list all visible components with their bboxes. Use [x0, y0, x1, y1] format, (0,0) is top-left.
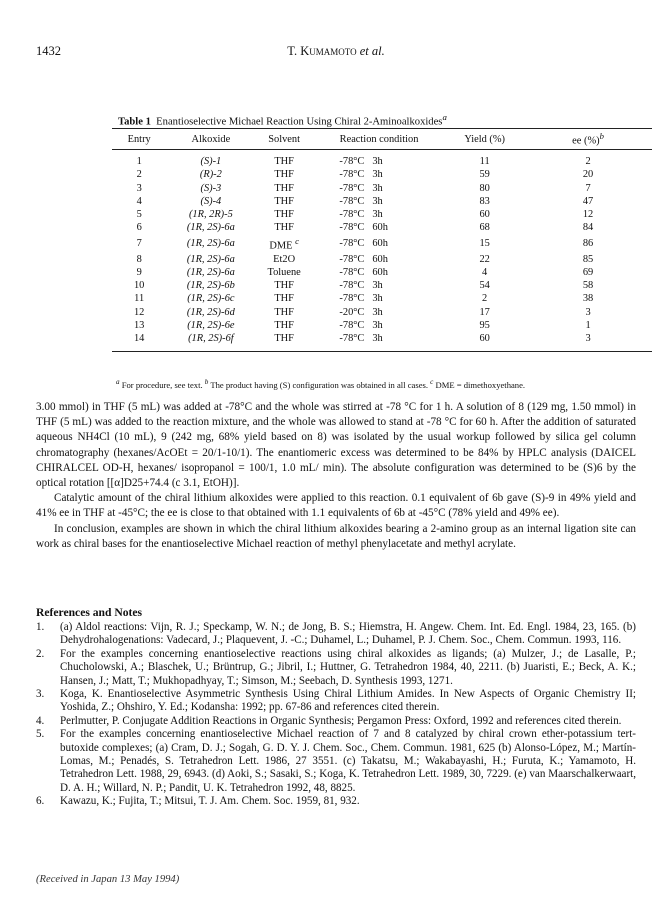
- cell-time: 3h: [372, 293, 383, 305]
- cell-time: 3h: [372, 182, 383, 194]
- running-title: T. Kumamoto et al.: [287, 44, 385, 58]
- cell-ee: 84: [582, 222, 594, 234]
- reference-item: 5. For the examples concerning enantioselective Michael reaction of 7 and 8 catalyzed by chiral crown ether-potassium tert-butoxide complexes; (a) Cram, D. J.; Sogah, G. D. Y. J. Chem. Soc., Chem. Commun. 1981, 625 (b) Alonso-López, M.; Martín-Lomas, M.; Penadés, S. Tetrahedron Lett. 1986, 27 3551. (c) Takatsu, M.; Wakabayashi, H.; Furuta, K.; Yamamoto, H. Tetrahedron Lett. 1988, 29, 6943. (d) Aoki, S.; Sasaki, S.; Koga, K. Tetrahedron Lett. 1989, 30, 7229. (e) van Maarschalkerwaart, D. A. H.; Willard, N. P.; Pandit, U. K. Tetrahedron 1992, 48, 8825.: [36, 728, 636, 794]
- cell-time: 3h: [372, 195, 383, 207]
- cell-alkoxide: (1R, 2S)-6b: [186, 280, 235, 292]
- cell-yield: 4: [482, 266, 488, 278]
- cell-solvent: DME $^c$: [269, 235, 299, 252]
- cell-alkoxide: (1R, 2S)-6d: [186, 306, 235, 318]
- cell-alkoxide: (1R, 2R)-5: [188, 209, 233, 221]
- cell-solvent: THF: [255, 332, 313, 351]
- cell-entry: 14: [112, 332, 166, 351]
- table-header-row: [112, 129, 652, 150]
- cell-ee: 47: [582, 195, 594, 207]
- results-table: [112, 128, 652, 352]
- table-caption: Table 1 Enantioselective Michael Reaction Using Chiral 2-Aminoalkoxides$^a$: [118, 112, 447, 128]
- col-header-entry: Entry: [112, 129, 166, 150]
- paragraph-procedure: 3.00 mmol) in THF (5 mL) was added at -78°C and the whole was stirred at -78 °C for 1 h. A solution of 8 (129 mg, 1.50 mmol) in THF (5 mL) was added to the reaction mixture, and the whole was allowed to stand at -78 °C for 60 h. After the addition of saturated aqueous NH4Cl (10 mL), 9 (242 mg, 68% yield based on 8) was isolated by the usual workup followed by silica gel column chromatography (hexanes/AcOEt = 20/1-10/1). The enantiomeric excess was determined to be 84% by HPLC analysis (DAICEL CHIRALCEL OD-H, hexanes/ isopropanol = 100/1, 1.0 mL/ min). The absolute configuration was determined to be (S)6 by the optical rotation [[α]D25+74.4 (c 3.1, EtOH)].: [36, 401, 636, 490]
- cell-time: 60h: [372, 222, 388, 234]
- cell-solvent: THF: [274, 293, 294, 305]
- paragraph-conclusion: In conclusion, examples are shown in which the chiral lithium alkoxides bearing a 2-amino group as an internal ligation site can work as chiral bases for the enantioselective Michael reaction of methyl phenylacetate and methyl acrylate.: [36, 522, 636, 550]
- cell-solvent: THF: [274, 182, 294, 194]
- received-date: (Received in Japan 13 May 1994): [36, 874, 180, 885]
- references-list: [36, 621, 636, 809]
- cell-temperature: -78°C: [339, 156, 365, 167]
- cell-time: 60h: [372, 266, 388, 278]
- cell-ee: 3: [524, 332, 652, 351]
- table-row: [112, 195, 652, 208]
- table-row: [112, 150, 652, 169]
- cell-temperature: -78°C: [339, 182, 365, 194]
- cell-solvent: Toluene: [267, 266, 301, 278]
- cell-time: 60h: [372, 238, 388, 250]
- cell-ee: 20: [582, 169, 594, 181]
- cell-temperature: -78°C: [339, 169, 365, 181]
- paragraph-catalytic: Catalytic amount of the chiral lithium alkoxides were applied to this reaction. 0.1 equivalent of 6b gave (S)-9 in 49% yield and 41% ee in THF at -45°C; the ee is close to that obtained with 1.1 equivalents of 6b at -45°C (78% yield and 49% ee).: [36, 492, 636, 520]
- body-text: [36, 400, 636, 552]
- cell-yield: 59: [479, 169, 490, 181]
- table-row: [112, 208, 652, 221]
- cell-entry: 3: [136, 182, 142, 194]
- cell-ee: 69: [582, 266, 594, 278]
- cell-ee: 7: [585, 182, 591, 194]
- cell-solvent: THF: [274, 280, 294, 292]
- cell-solvent: THF: [274, 222, 294, 234]
- cell-temperature: -78°C: [339, 222, 365, 234]
- cell-entry: 10: [133, 280, 145, 292]
- cell-yield: 2: [482, 293, 488, 305]
- table-footnotes: $^a$ For procedure, see text. $^b$ The product having (S) configuration was obtained in all cases. $^c$ DME = dimethoxyethane.: [116, 378, 526, 390]
- cell-temperature: -78°C: [339, 209, 365, 221]
- table-row: [112, 306, 652, 319]
- cell-ee: 85: [582, 253, 594, 265]
- cell-entry: 1: [136, 156, 142, 167]
- cell-entry: 11: [134, 293, 145, 305]
- cell-yield: 68: [479, 222, 490, 234]
- cell-time: 3h: [372, 332, 445, 351]
- reference-item: 4. Perlmutter, P. Conjugate Addition Reactions in Organic Synthesis; Pergamon Press: Oxford, 1992 and references cited therein.: [36, 714, 622, 727]
- table-row: [112, 168, 652, 181]
- table-row: [112, 221, 652, 234]
- cell-alkoxide: (1R, 2S)-6f: [166, 332, 255, 351]
- references-heading: References and Notes: [36, 606, 143, 619]
- cell-ee: 12: [582, 209, 594, 221]
- reference-item: 1. (a) Aldol reactions: Vijn, R. J.; Speckamp, W. N.; de Jong, B. S.; Hiemstra, H. Angew. Chem. Int. Ed. Engl. 1984, 23, 165. (b) Dehydrohalogenations: Vadecard, J.; Plaquevent, J. -C.; Duhamel, L.; Duhamel, P. J. Chem. Soc., Chem. Commun. 1993, 116.: [36, 621, 636, 647]
- cell-time: 60h: [372, 253, 388, 265]
- cell-yield: 60: [479, 209, 490, 221]
- cell-time: 3h: [372, 320, 383, 332]
- col-header-ee: ee (%)$^b$: [524, 129, 652, 150]
- page-header: [0, 44, 672, 60]
- cell-yield: 80: [479, 182, 490, 194]
- cell-entry: 4: [136, 195, 142, 207]
- cell-temperature: -78°C: [339, 320, 365, 332]
- cell-time: 3h: [372, 169, 383, 181]
- cell-alkoxide: (1R, 2S)-6a: [186, 266, 235, 278]
- cell-ee: 58: [582, 280, 594, 292]
- table-row: [112, 266, 652, 279]
- cell-entry: 13: [133, 320, 145, 332]
- cell-time: 3h: [372, 209, 383, 221]
- cell-solvent: THF: [274, 306, 294, 318]
- cell-temperature: -78°C: [339, 195, 365, 207]
- cell-ee: 86: [582, 238, 594, 250]
- cell-temperature: -78°C: [339, 280, 365, 292]
- cell-temperature: -78°C: [313, 332, 372, 351]
- cell-yield: 15: [479, 238, 490, 250]
- cell-solvent: THF: [274, 209, 294, 221]
- cell-yield: 22: [479, 253, 490, 265]
- table-row: [112, 279, 652, 292]
- cell-temperature: -78°C: [339, 253, 365, 265]
- cell-temperature: -20°C: [339, 306, 365, 318]
- reference-item: 3. Koga, K. Enantioselective Asymmetric Synthesis Using Chiral Lithium Amides. In New Aspects of Organic Chemistry II; Yoshida, Z.; Ohshiro, Y. Ed.; Kodansha: 1992; pp. 67-86 and references cited therein.: [36, 688, 636, 714]
- cell-temperature: -78°C: [339, 238, 365, 250]
- cell-ee: 38: [582, 293, 594, 305]
- reference-item: 6. Kawazu, K.; Fujita, T.; Mitsui, T. J. Am. Chem. Soc. 1959, 81, 932.: [36, 795, 360, 808]
- cell-entry: 5: [136, 209, 142, 221]
- page-number: 1432: [36, 44, 61, 58]
- cell-temperature: -78°C: [339, 293, 365, 305]
- cell-yield: 17: [479, 306, 490, 318]
- cell-solvent: THF: [274, 169, 294, 181]
- cell-entry: 7: [136, 238, 142, 250]
- cell-yield: 60: [445, 332, 524, 351]
- cell-alkoxide: (1R, 2S)-6e: [187, 320, 235, 332]
- cell-alkoxide: (1R, 2S)-6a: [186, 238, 235, 250]
- cell-temperature: -78°C: [339, 266, 365, 278]
- col-header-alkoxide: Alkoxide: [166, 129, 255, 150]
- cell-solvent: Et2O: [273, 253, 296, 265]
- cell-ee: 2: [585, 156, 591, 167]
- cell-yield: 95: [479, 320, 490, 332]
- cell-entry: 12: [133, 306, 145, 318]
- reference-item: 2. For the examples concerning enantioselective reactions using chiral alkoxides as ligands; (a) Mulzer, J.; de Lasalle, P.; Chucholowski, A.; Blaschek, U.; Brüntrup, G.; Jibril, I.; Huttner, G. Tetrahedron 1984, 40, 2211. (b) Juaristi, E.; Beck, A. K.; Hansen, J.; Matt, T.; Mukhopadhyay, T.; Simson, M.; Seebach, D. Synthesis 1993, 1271.: [36, 647, 636, 687]
- cell-alkoxide: (1R, 2S)-6a: [186, 222, 235, 234]
- cell-yield: 11: [479, 156, 490, 167]
- cell-solvent: THF: [274, 320, 294, 332]
- cell-solvent: THF: [274, 156, 294, 167]
- cell-entry: 8: [136, 253, 142, 265]
- cell-ee: 3: [585, 306, 591, 318]
- cell-entry: 2: [136, 169, 142, 181]
- table-row: [112, 253, 652, 266]
- cell-entry: 6: [136, 222, 142, 234]
- table-row: [112, 182, 652, 195]
- cell-solvent: THF: [274, 195, 294, 207]
- cell-time: 3h: [372, 280, 383, 292]
- table-row: [112, 332, 652, 351]
- cell-ee: 1: [585, 320, 591, 332]
- table-row: [112, 292, 652, 305]
- col-header-solvent: Solvent: [255, 129, 313, 150]
- table-row: [112, 235, 652, 253]
- cell-alkoxide: (S)-4: [200, 195, 222, 207]
- col-header-reaction-condition: Reaction condition: [313, 129, 445, 150]
- cell-alkoxide: (S)-3: [200, 182, 222, 194]
- cell-entry: 9: [136, 266, 142, 278]
- cell-yield: 83: [479, 195, 490, 207]
- cell-alkoxide: (S)-1: [200, 156, 222, 167]
- cell-alkoxide: (1R, 2S)-6a: [186, 253, 235, 265]
- cell-yield: 54: [479, 280, 490, 292]
- cell-alkoxide: (R)-2: [199, 169, 222, 181]
- col-header-yield: Yield (%): [445, 129, 524, 150]
- cell-time: 3h: [372, 156, 383, 167]
- cell-alkoxide: (1R, 2S)-6c: [187, 293, 235, 305]
- cell-time: 3h: [372, 306, 383, 318]
- table-row: [112, 319, 652, 332]
